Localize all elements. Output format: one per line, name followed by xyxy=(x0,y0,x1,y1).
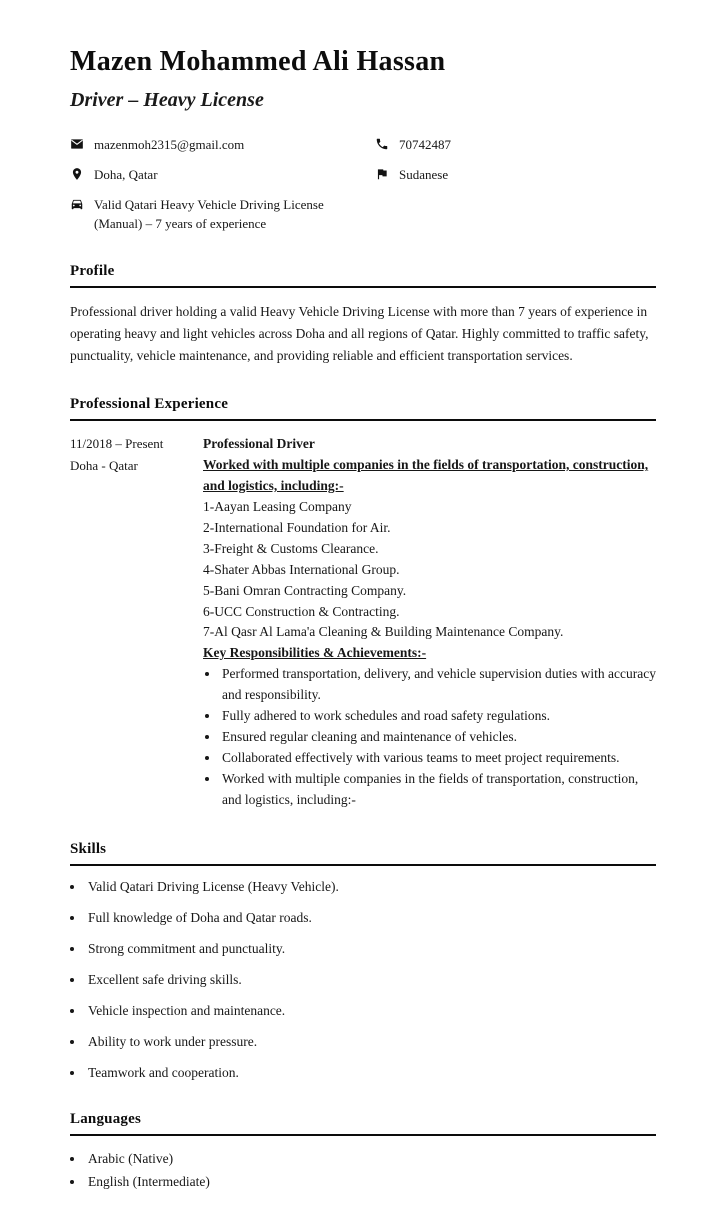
skill-item: • Strong commitment and punctuality. xyxy=(85,941,656,957)
location-pin-icon xyxy=(70,167,84,181)
experience-date-range: 11/2018 – Present xyxy=(70,436,164,452)
contact-nationality xyxy=(375,166,656,185)
contact-phone xyxy=(375,136,656,155)
experience-intro: Worked with multiple companies in the fields of transportation, construction, and logistics, including:- xyxy=(203,457,649,493)
contact-location xyxy=(70,166,375,185)
section-languages xyxy=(70,1111,656,1192)
experience-location: Doha - Qatar xyxy=(70,457,138,473)
skill-item: • Valid Qatari Driving License (Heavy Vehicle). xyxy=(85,879,656,895)
nationality-value: Sudanese xyxy=(399,166,449,182)
skill-item: • Ability to work under pressure. xyxy=(85,1034,656,1050)
skill-item: • Vehicle inspection and maintenance. xyxy=(85,1003,656,1019)
email-value: mazenmoh2315@gmail.com xyxy=(94,137,245,152)
contact-block xyxy=(70,136,656,233)
responsibility-item: • Worked with multiple companies in the fields of transportation, construction, and logistics, including:- xyxy=(220,769,656,811)
experience-entry xyxy=(70,434,656,811)
languages-heading: Languages xyxy=(70,1111,656,1136)
responsibilities-heading: Key Responsibilities & Achievements:- xyxy=(203,645,427,661)
section-skills xyxy=(70,841,656,1081)
experience-heading: Professional Experience xyxy=(70,396,656,421)
phone-value: 70742487 xyxy=(399,137,451,152)
candidate-name: Mazen Mohammed Ali Hassan xyxy=(70,46,446,77)
responsibility-item: • Collaborated effectively with various teams to meet project requirements. xyxy=(220,748,656,769)
section-profile xyxy=(70,263,656,366)
car-icon xyxy=(70,197,84,211)
company-item: 5-Bani Omran Contracting Company. xyxy=(203,582,407,598)
skills-heading: Skills xyxy=(70,841,656,866)
language-item: • Arabic (Native) xyxy=(85,1149,656,1169)
experience-meta xyxy=(70,434,203,811)
skill-item: • Excellent safe driving skills. xyxy=(85,972,656,988)
flag-icon xyxy=(375,167,389,181)
section-experience xyxy=(70,396,656,811)
location-value: Doha, Qatar xyxy=(94,166,158,182)
skill-item: • Teamwork and cooperation. xyxy=(85,1065,656,1081)
responsibility-item: • Performed transportation, delivery, and vehicle supervision duties with accuracy and responsibility. xyxy=(220,664,656,706)
experience-job-title: Professional Driver xyxy=(203,436,315,452)
company-item: 1-Aayan Leasing Company xyxy=(203,498,352,514)
license-value: Valid Qatari Heavy Vehicle Driving License (Manual) – 7 years of experience xyxy=(94,196,324,231)
company-item: 7-Al Qasr Al Lama'a Cleaning & Building Maintenance Company. xyxy=(203,624,564,640)
profile-heading: Profile xyxy=(70,263,656,288)
languages-list xyxy=(70,1149,656,1192)
language-item: • English (Intermediate) xyxy=(85,1172,656,1192)
company-item: 6-UCC Construction & Contracting. xyxy=(203,603,400,619)
skill-item: • Full knowledge of Doha and Qatar roads. xyxy=(85,910,656,926)
contact-license xyxy=(70,196,340,234)
candidate-job-title: Driver – Heavy License xyxy=(70,89,264,111)
contact-email xyxy=(70,136,375,155)
responsibility-item: • Ensured regular cleaning and maintenance of vehicles. xyxy=(220,727,656,748)
profile-text: Professional driver holding a valid Heavy Vehicle Driving License with more than 7 years of experience in operating heavy and light vehicles across Doha and all regions of Qatar. Highly committed to traffic safety, punctuality, vehicle maintenance, and providing reliable and efficient transportation services. xyxy=(70,304,649,363)
company-item: 2-International Foundation for Air. xyxy=(203,519,391,535)
responsibilities-list xyxy=(203,664,656,810)
company-item: 3-Freight & Customs Clearance. xyxy=(203,540,379,556)
experience-content xyxy=(203,434,656,811)
responsibility-item: • Fully adhered to work schedules and road safety regulations. xyxy=(220,706,656,727)
skills-list xyxy=(70,879,656,1081)
phone-icon xyxy=(375,137,389,151)
company-item: 4-Shater Abbas International Group. xyxy=(203,561,400,577)
envelope-icon xyxy=(70,137,84,151)
